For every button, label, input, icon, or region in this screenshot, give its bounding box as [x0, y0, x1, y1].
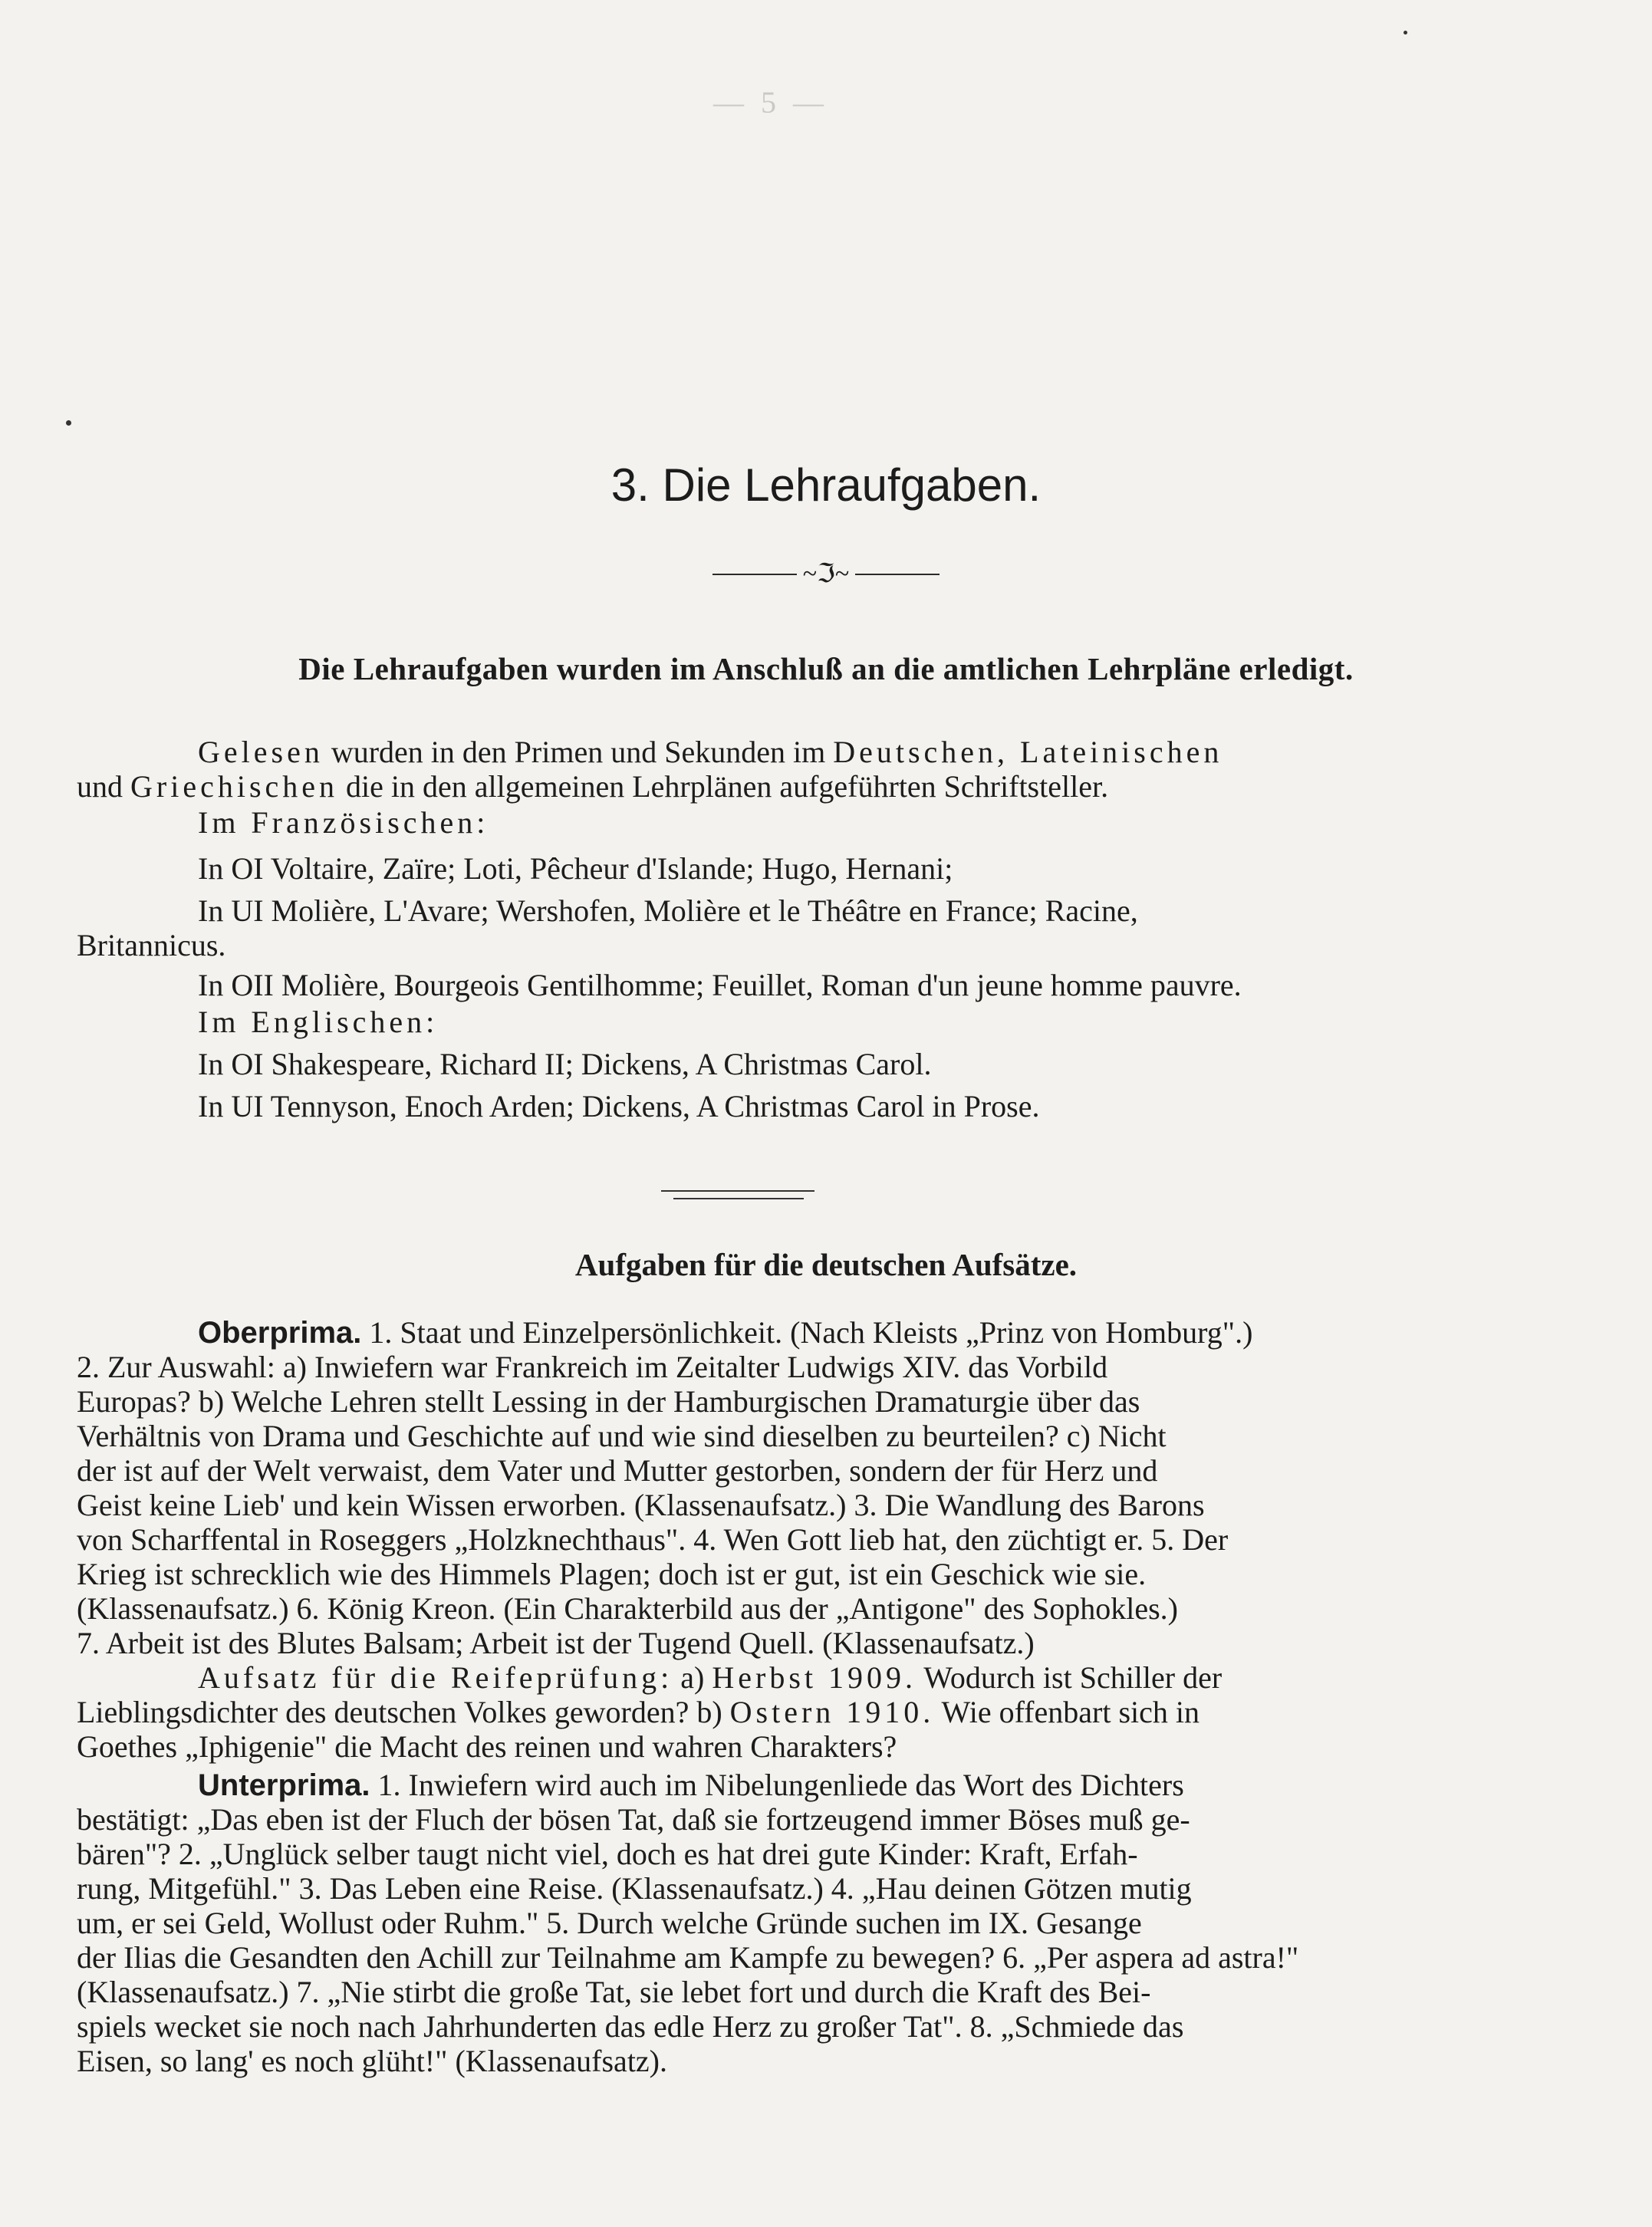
lead-sentence: Die Lehraufgaben wurden im Anschluß an die amtlichen Lehrpläne erledigt.: [298, 651, 1354, 686]
reifepruefung-line: Aufsatz für die Reifeprüfung: a) Herbst 1909. Wodurch ist Schiller der: [198, 1660, 1223, 1695]
french-ui: In UI Molière, L'Avare; Wershofen, Molière et le Théâtre en France; Racine,: [198, 893, 1138, 928]
unterprima-line: bestätigt: „Das eben ist der Fluch der bösen Tat, daß sie fortzeugend immer Böses muß ge-: [77, 1802, 1190, 1837]
french-oii: In OII Molière, Bourgeois Gentilhomme; Feuillet, Roman d'un jeune homme pauvre.: [198, 968, 1242, 1002]
unterprima-line: spiels wecket sie noch nach Jahrhunderten das edle Herz zu großer Tat". 8. „Schmiede das: [77, 2009, 1184, 2044]
oberprima-line: (Klassenaufsatz.) 6. König Kreon. (Ein Charakterbild aus der „Antigone" des Sophokles.): [77, 1591, 1178, 1626]
english-ui: In UI Tennyson, Enoch Arden; Dickens, A Christmas Carol in Prose.: [198, 1089, 1040, 1123]
oberprima-label: Oberprima.: [198, 1316, 362, 1350]
page-number: — 5 —: [713, 85, 828, 120]
reading-intro-line-2: und Griechischen die in den allgemeinen Lehrplänen aufgeführten Schriftsteller.: [77, 769, 1109, 804]
oberprima-line: Oberprima. 1. Staat und Einzelpersönlichkeit. (Nach Kleists „Prinz von Homburg".): [198, 1315, 1253, 1350]
french-ui-cont: Britannicus.: [77, 928, 226, 962]
english-heading: Im Englischen:: [198, 1005, 439, 1039]
section-divider: [673, 1198, 804, 1199]
section-heading: 3. Die Lehraufgaben.: [610, 459, 1042, 511]
oberprima-line: 7. Arbeit ist des Blutes Balsam; Arbeit ist der Tugend Quell. (Klassenaufsatz.): [77, 1626, 1035, 1660]
oberprima-line: Europas? b) Welche Lehren stellt Lessing in der Hamburgischen Dramaturgie über das: [77, 1384, 1140, 1419]
english-oi: In OI Shakespeare, Richard II; Dickens, A Christmas Carol.: [198, 1047, 932, 1081]
unterprima-line: (Klassenaufsatz.) 7. „Nie stirbt die große Tat, sie lebet fort und durch die Kraft des Bei-: [77, 1975, 1151, 2009]
unterprima-line: rung, Mitgefühl." 3. Das Leben eine Reise. (Klassenaufsatz.) 4. „Hau deinen Götzen mutig: [77, 1871, 1192, 1906]
reading-intro-line-1: Gelesen wurden in den Primen und Sekunden im Deutschen, Lateinischen: [198, 735, 1223, 769]
reifepruefung-line: Goethes „Iphigenie" die Macht des reinen und wahren Charakters?: [77, 1729, 897, 1764]
ornament-flourish-icon: ~ℑ~: [802, 560, 850, 589]
oberprima-line: von Scharffental in Roseggers „Holzknechthaus". 4. Wen Gott lieb hat, den züchtigt er. 5. Der: [77, 1522, 1229, 1557]
french-heading: Im Französischen:: [198, 805, 489, 840]
oberprima-line: der ist auf der Welt verwaist, dem Vater und Mutter gestorben, sondern der für Herz und: [77, 1453, 1158, 1488]
unterprima-label: Unterprima.: [198, 1768, 370, 1802]
oberprima-line: Krieg ist schrecklich wie des Himmels Plagen; doch ist er gut, ist ein Geschick wie sie.: [77, 1557, 1147, 1591]
ornament-divider: [0, 560, 1652, 587]
unterprima-line: um, er sei Geld, Wollust oder Ruhm." 5. Durch welche Gründe suchen im IX. Gesange: [77, 1906, 1142, 1940]
french-oi: In OI Voltaire, Zaïre; Loti, Pêcheur d'Islande; Hugo, Hernani;: [198, 851, 953, 886]
oberprima-line: 2. Zur Auswahl: a) Inwiefern war Frankreich im Zeitalter Ludwigs XIV. das Vorbild: [77, 1350, 1108, 1384]
unterprima-line: Eisen, so lang' es noch glüht!" (Klassenaufsatz).: [77, 2044, 667, 2078]
section-divider: [661, 1190, 814, 1192]
reifepruefung-line: Lieblingsdichter des deutschen Volkes geworden? b) Ostern 1910. Wie offenbart sich in: [77, 1695, 1200, 1729]
unterprima-line: der Ilias die Gesandten den Achill zur Teilnahme am Kampfe zu bewegen? 6. „Per aspera ad astra!": [77, 1940, 1299, 1975]
oberprima-line: Geist keine Lieb' und kein Wissen erworben. (Klassenaufsatz.) 3. Die Wandlung des Barons: [77, 1488, 1205, 1522]
oberprima-line: Verhältnis von Drama und Geschichte auf und wie sind dieselben zu beurteilen? c) Nicht: [77, 1419, 1167, 1453]
unterprima-line: bären"? 2. „Unglück selber taugt nicht viel, doch es hat drei gute Kinder: Kraft, Erfah-: [77, 1837, 1138, 1871]
ink-speck: [1404, 31, 1407, 35]
essays-heading: Aufgaben für die deutschen Aufsätze.: [574, 1247, 1078, 1282]
unterprima-line: Unterprima. 1. Inwiefern wird auch im Nibelungenliede das Wort des Dichters: [198, 1768, 1184, 1802]
ink-speck: [66, 420, 71, 426]
